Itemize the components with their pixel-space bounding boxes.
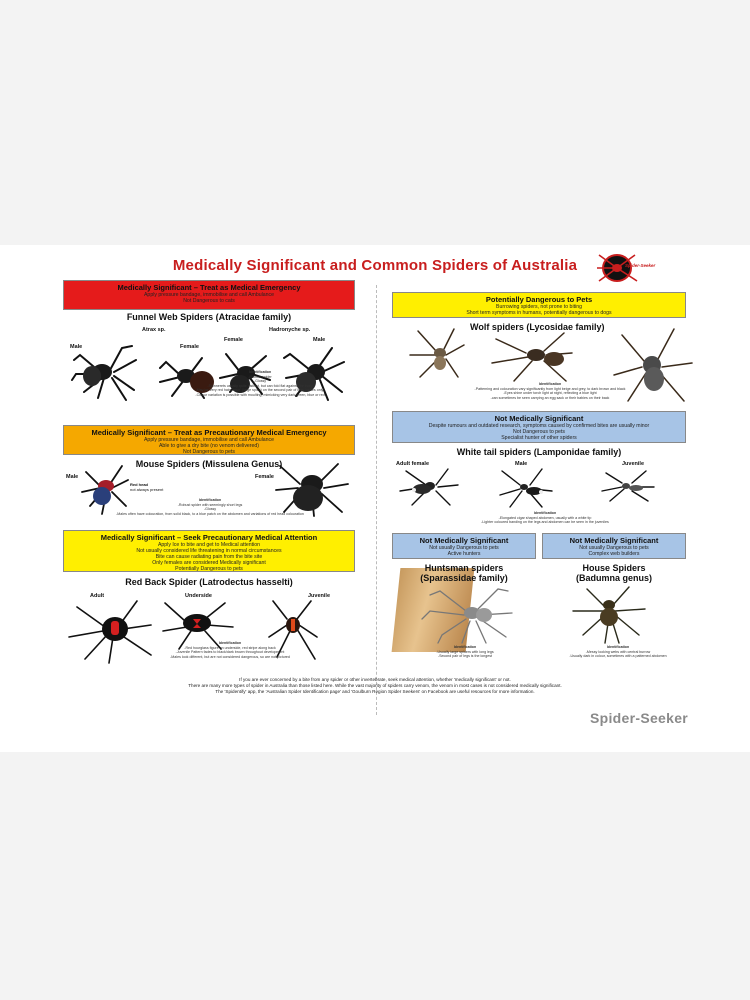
watermark: Spider-Seeker [590,710,689,726]
identification-title: Identification [453,645,477,649]
label-red-head: Red head [130,482,149,487]
label-female: Female [224,337,243,343]
identification-title: Identification [198,498,222,502]
white-tail-heading: White tail spiders (Lamponidae family) [456,447,622,457]
box-emergency-line: Apply pressure bandage, immobilise and call Ambulance [143,292,275,298]
identification-line: -Spinnerets usually quite distinct, but can fold flat against the body [207,383,313,388]
house-spider-image [565,583,655,647]
huntsman-family: (Sparassidae family) [420,573,508,583]
label-juvenile: Juvenile [308,593,331,599]
redback-identification [150,641,310,659]
identification-line: -can sometimes be seen carrying an egg sack or their babies on their back [490,395,610,400]
identification-line: -Second pair of legs is the longest [437,654,493,659]
mouse-spider-heading: Mouse Spiders (Missulena Genus) [135,459,283,469]
funnel-web-heading: Funnel Web Spiders (Atracidae family) [126,312,292,322]
identification-line: -Robust spider [248,374,272,379]
box-not-significant-huntsman [392,533,536,559]
identification-line: -Glossy [203,507,217,512]
box-line: Apply Ice to bite and get to Medical attention [157,542,261,548]
identification-line: -Juvenile Pattern fades to black/dark brown throughout development [175,650,285,655]
spider-seeker-logo [595,251,655,285]
white-tail-identification [460,511,630,525]
box-line: Short term symptoms in humans, potentially dangerous to dogs [466,310,612,316]
box-line: Not usually Dangerous to pets [429,545,499,551]
footer-note [120,677,630,694]
identification-title: Identification [533,511,557,515]
huntsman-title: Huntsman spiders [424,563,504,573]
label-adult-female: Adult female [396,461,430,467]
footer-line: There are many more types of spider in Australia than those listed here. While the vast majority of spiders carry venom, the venom in most cases is not considered medically significant. [188,682,562,688]
identification-title: Identification [538,382,562,386]
huntsman-spider-image [420,585,520,645]
box-heading: Not Medically Significant [569,536,659,545]
label-female: Female [180,344,199,350]
identification-line: -Messy looking webs with central burrow [585,649,651,654]
box-line: Not Dangerous to pets [513,429,565,435]
wolf-identification [470,382,630,400]
label-hadronyche: Hadronyche sp. [269,327,311,333]
house-spider-title: House Spiders [582,563,646,573]
identification-line: -Robust spider with seemingly short legs [177,502,243,507]
identification-line: -Glossy [253,379,267,384]
identification-line: -Colour variation is possible with moulting, mimicking very dark green, blue or red [195,392,325,397]
box-line: Bite can cause radiating pain from the bite site [155,554,263,560]
label-male: Male [66,474,79,480]
huntsman-heading [392,563,536,583]
label-male: Male [70,344,83,350]
box-line: Not usually Dangerous to pets [579,545,649,551]
house-identification [548,645,688,659]
label-red-head-note: not always present [130,487,164,492]
box-dangerous-pets [392,292,686,318]
box-seek-heading: Medically Significant – Seek Precautionary Medical Attention [100,533,318,542]
footer-line: The 'Spidentify' app, the 'Australian Spider Identification page' and 'Goulburn Region Spider Seekers' on Facebook are useful resources for more information. [215,688,535,694]
box-line: Specialist hunter of other spiders [501,435,577,441]
box-emergency-heading: Medically Significant – Treat as Medical Emergency [117,283,301,292]
logo-text: Spider-Seeker [625,263,656,268]
box-line: Apply pressure bandage, immobilise and call Ambulance [143,437,275,443]
box-line: Active hunters [447,551,481,557]
label-male: Male [313,337,326,343]
box-heading: Not Medically Significant [419,536,509,545]
label-juvenile: Juvenile [622,461,645,467]
redback-heading: Red Back Spider (Latrodectus hasselti) [125,577,293,587]
identification-line: -Lighter coloured banding on the legs and abdomen can be seen in the juveniles [481,520,609,525]
box-emergency [63,280,355,310]
house-spider-genus: (Badumna genus) [575,573,652,583]
box-emergency-line: Not Dangerous to cats [183,298,235,304]
box-line: Only females are considered Medically significant [152,560,266,566]
huntsman-identification [400,645,530,659]
funnel-identification [180,370,340,398]
box-line: Not usually considered life threatening in normal circumstances [136,548,282,554]
box-line: Able to give a dry bite (no venom delivered) [158,443,260,449]
box-not-significant-heading: Not Medically Significant [494,414,584,423]
poster-title: Medically Significant and Common Spiders of Australia [172,257,578,274]
column-divider [376,285,377,715]
box-line: Potentially Dangerous to pets [175,566,243,572]
poster [0,245,750,752]
box-not-significant-house [542,533,686,559]
identification-line: -May be Very red hairs 'spur' (large spike) on the second pair of legs (males only) [195,388,325,393]
identification-line: -Males look different, but are not considered dangerous, so are not pictured [170,654,290,659]
identification-title: Identification [606,645,630,649]
identification-title: Identification [248,370,272,374]
box-pets-heading: Potentially Dangerous to Pets [485,295,593,304]
box-seek-attention [63,530,355,572]
box-not-significant [392,411,686,443]
label-atrax: Atrax sp. [142,327,166,333]
box-line: Complex web builders [588,551,640,557]
identification-line: -Usually large spiders with long legs [436,649,494,654]
label-female: Female [255,474,274,480]
box-line: Despite rumours and outdated research, symptoms caused by confirmed bites are usually minor [428,423,650,429]
identification-title: Identification [218,641,242,645]
label-adult: Adult [90,593,105,599]
label-underside: Underside [185,593,212,599]
identification-line: -Eyes shine under torch light at night, reflecting a blue light [503,391,597,396]
label-male: Male [515,461,528,467]
wolf-spider-heading: Wolf spiders (Lycosidae family) [470,322,605,332]
identification-line: -Red hourglass figure on underside, red stripe along back [184,645,276,650]
identification-line: -Usually dark in colour, sometimes with a patterned abdomen [569,654,667,659]
mouse-identification [110,498,310,516]
house-spider-heading [542,563,686,583]
box-precautionary-emergency [63,425,355,455]
footer-line: If you are ever concerned by a bite from any spider or other invertebrate, seek medical attention, whether 'medically significant' or not. [239,677,511,682]
box-line: Burrowing spiders, not prone to biting [496,304,582,310]
identification-line: -Patterning and colouration vary significantly from light beige and grey, to dark brown and black [474,386,626,391]
identification-line: -Males often have colouration, from solid black, to a blue patch on the abdomen and variations of red head colouration [116,511,304,516]
box-precautionary-heading: Medically Significant – Treat as Precautionary Medical Emergency [91,428,327,437]
identification-line: -Elongated cigar shaped abdomen, usually with a white tip [498,515,592,520]
white-tail-spiders-image [396,465,666,509]
box-line: Not Dangerous to pets [183,449,235,455]
